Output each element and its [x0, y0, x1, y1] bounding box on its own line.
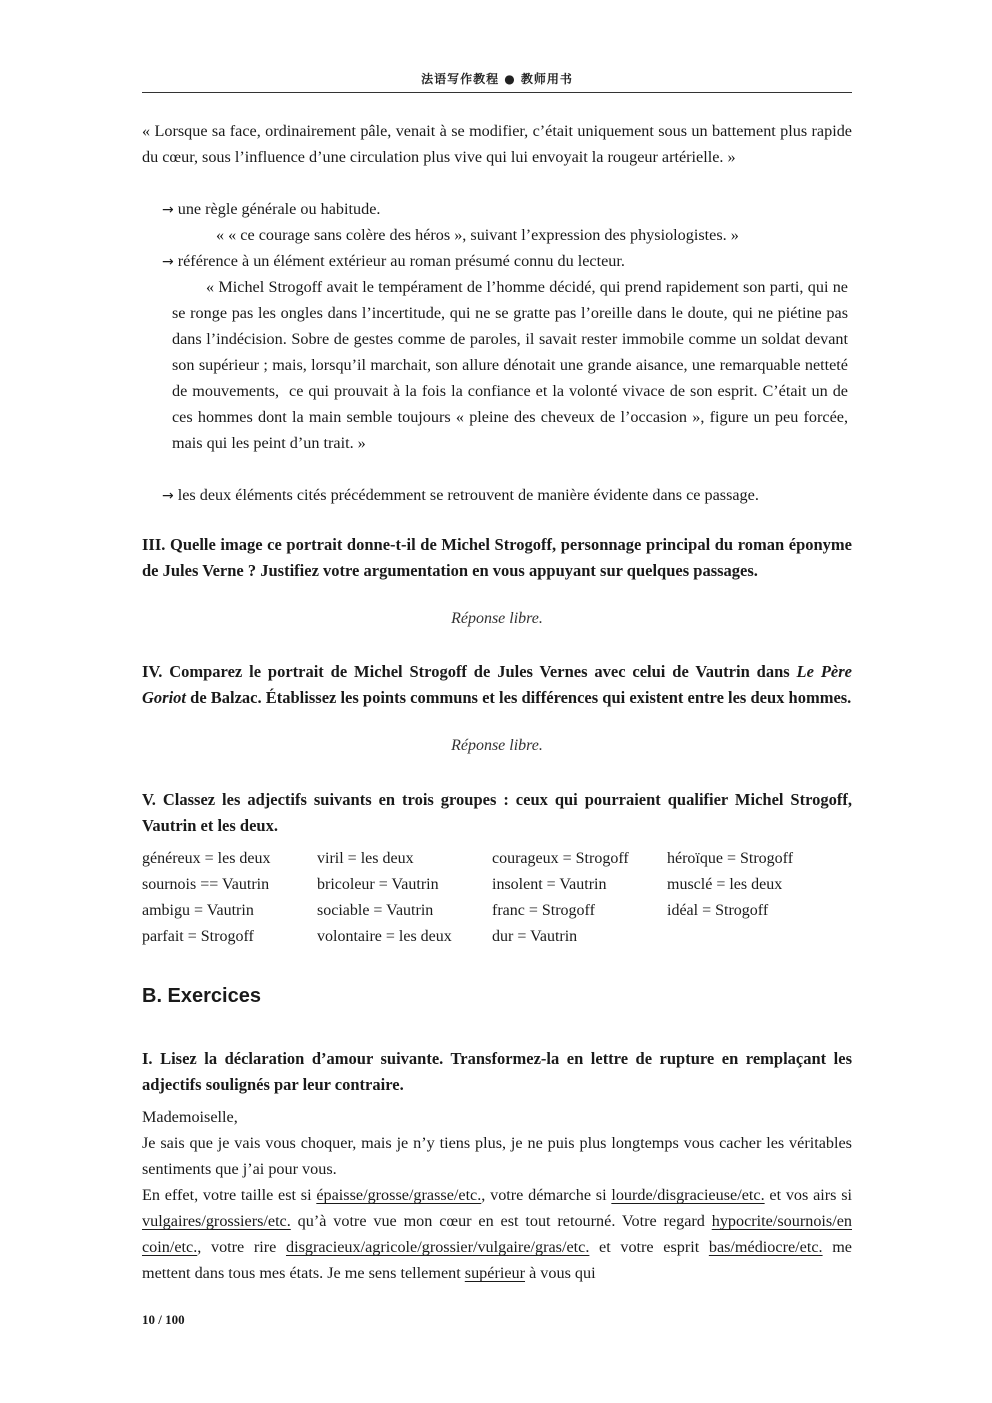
adjective-cell: ambigu = Vautrin [142, 902, 254, 919]
letter-text: et vos airs si [764, 1186, 852, 1204]
adjective-cell [667, 924, 842, 950]
underlined-adjective: bas/médiocre/etc. [708, 1238, 823, 1256]
question-4-book-title: Le Père Goriot [142, 662, 852, 707]
quote-paragraph-1: « Lorsque sa face, ordinairement pâle, venait à se modifier, c’était uniquement sous un battement plus rapide du cœur, sous l’influence d’une circulation plus vive qui lui envoyait la rougeur artérielle. » [142, 122, 852, 166]
adjective-cell: insolent = Vautrin [492, 876, 607, 893]
header-rule [142, 92, 852, 93]
adjective-row [142, 872, 852, 898]
arrow-note-1-text: une règle générale ou habitude. [177, 200, 381, 218]
adjective-cell: musclé = les deux [667, 876, 783, 893]
adjective-row [142, 846, 852, 872]
section-title: B. Exercices [142, 985, 261, 1007]
adjective-grid [142, 846, 852, 950]
adjective-cell: volontaire = les deux [317, 928, 452, 945]
adjective-cell: sociable = Vautrin [317, 902, 434, 919]
question-3: III. Quelle image ce portrait donne-t-il de Michel Strogoff, personnage principal du roman éponyme de Jules Verne ? Justifiez votre argumentation en vous appuyant sur quelques passages. [142, 535, 852, 580]
letter-salutation: Mademoiselle, [142, 1108, 238, 1126]
quote-paragraph-3: « Michel Strogoff avait le tempérament de l’homme décidé, qui prend rapidement son parti, qui ne se ronge pas les ongles dans l’incertitude, qui ne se gratte pas l’oreille dans le doute, qui ne piétine pas dans l’indécision. Sobre de gestes comme de paroles, il savait rester immobile comme un soldat devant son supérieur ; mais, lorsqu’il marchait, son allure dénotait une grande aisance, une remarquable netteté de mouvements, ce qui prouvait à la fois la confiance et la volonté vivace de son esprit. C’était un de ces hommes dont la main semble toujours « pleine des cheveux de l’occasion », figure un peu forcée, mais qui les peint d’un trait. » [172, 278, 848, 452]
adjective-cell: parfait = Strogoff [142, 928, 254, 945]
underlined-adjective: épaisse/grosse/grasse/etc. [316, 1186, 482, 1204]
letter-paragraph-2 [142, 1182, 852, 1286]
underlined-adjective: lourde/disgracieuse/etc. [611, 1186, 765, 1204]
letter-paragraph-1: Je sais que je vais vous choquer, mais je n’y tiens plus, je ne puis plus longtemps vous cacher les véritables sentiments que j’ai pour vous. [142, 1134, 852, 1178]
adjective-cell: bricoleur = Vautrin [317, 876, 439, 893]
running-header: 法语写作教程 ● 教师用书 [421, 72, 573, 86]
letter-text: , votre rire [197, 1238, 286, 1256]
arrow-note-3 [142, 482, 872, 509]
letter-text: me mettent dans tous mes états. Je me sens tellement [142, 1238, 852, 1282]
answer-libre-2: Réponse libre. [451, 737, 543, 754]
exercise-1: I. Lisez la déclaration d’amour suivante. Transformez-la en lettre de rupture en remplaçant les adjectifs soulignés par leur contraire. [142, 1049, 852, 1094]
underlined-adjective: disgracieux/agricole/grossier/vulgaire/gras/etc. [285, 1238, 590, 1256]
arrow-icon: → [162, 488, 174, 504]
question-4-text-a: IV. Comparez le portrait de Michel Strogoff de Jules Vernes avec celui de Vautrin dans [142, 662, 797, 681]
letter-text: qu’à votre vue mon cœur en est tout retourné. Votre regard [290, 1212, 712, 1230]
adjective-row [142, 898, 852, 924]
question-4-text-b: de Balzac. Établissez les points communs et les différences qui existent entre les deux hommes. [186, 688, 852, 707]
arrow-note-1 [142, 196, 872, 223]
answer-libre-1: Réponse libre. [451, 610, 543, 627]
underlined-adjective: hypocrite/sournois/en coin/etc. [142, 1212, 852, 1256]
adjective-cell: dur = Vautrin [492, 928, 578, 945]
question-5: V. Classez les adjectifs suivants en trois groupes : ceux qui pourraient qualifier Michel Strogoff, Vautrin et les deux. [142, 790, 852, 835]
arrow-note-2 [142, 248, 872, 275]
adjective-row [142, 924, 852, 950]
quote-paragraph-2: « « ce courage sans colère des héros », suivant l’expression des physiologistes. » [216, 226, 739, 244]
underlined-adjective: vulgaires/grossiers/etc. [142, 1212, 291, 1230]
adjective-cell: sournois == Vautrin [142, 876, 270, 893]
page-number: 10 / 100 [142, 1312, 185, 1327]
adjective-cell: généreux = les deux [142, 850, 271, 867]
arrow-note-2-text: référence à un élément extérieur au roman présumé connu du lecteur. [177, 252, 625, 270]
question-4 [142, 659, 852, 711]
adjective-cell: viril = les deux [317, 850, 414, 867]
letter-text: En effet, votre taille est si [142, 1186, 317, 1204]
letter-text: , votre démarche si [481, 1186, 612, 1204]
adjective-cell: franc = Strogoff [492, 902, 595, 919]
arrow-icon: → [162, 254, 174, 270]
adjective-cell: idéal = Strogoff [667, 902, 769, 919]
letter-text: à vous qui [525, 1264, 596, 1282]
adjective-cell: héroïque = Strogoff [667, 850, 794, 867]
arrow-note-3-text: les deux éléments cités précédemment se retrouvent de manière évidente dans ce passage. [177, 486, 759, 504]
adjective-cell: courageux = Strogoff [492, 850, 629, 867]
underlined-adjective: supérieur [464, 1264, 526, 1282]
letter-text: et votre esprit [589, 1238, 709, 1256]
arrow-icon: → [162, 202, 174, 218]
